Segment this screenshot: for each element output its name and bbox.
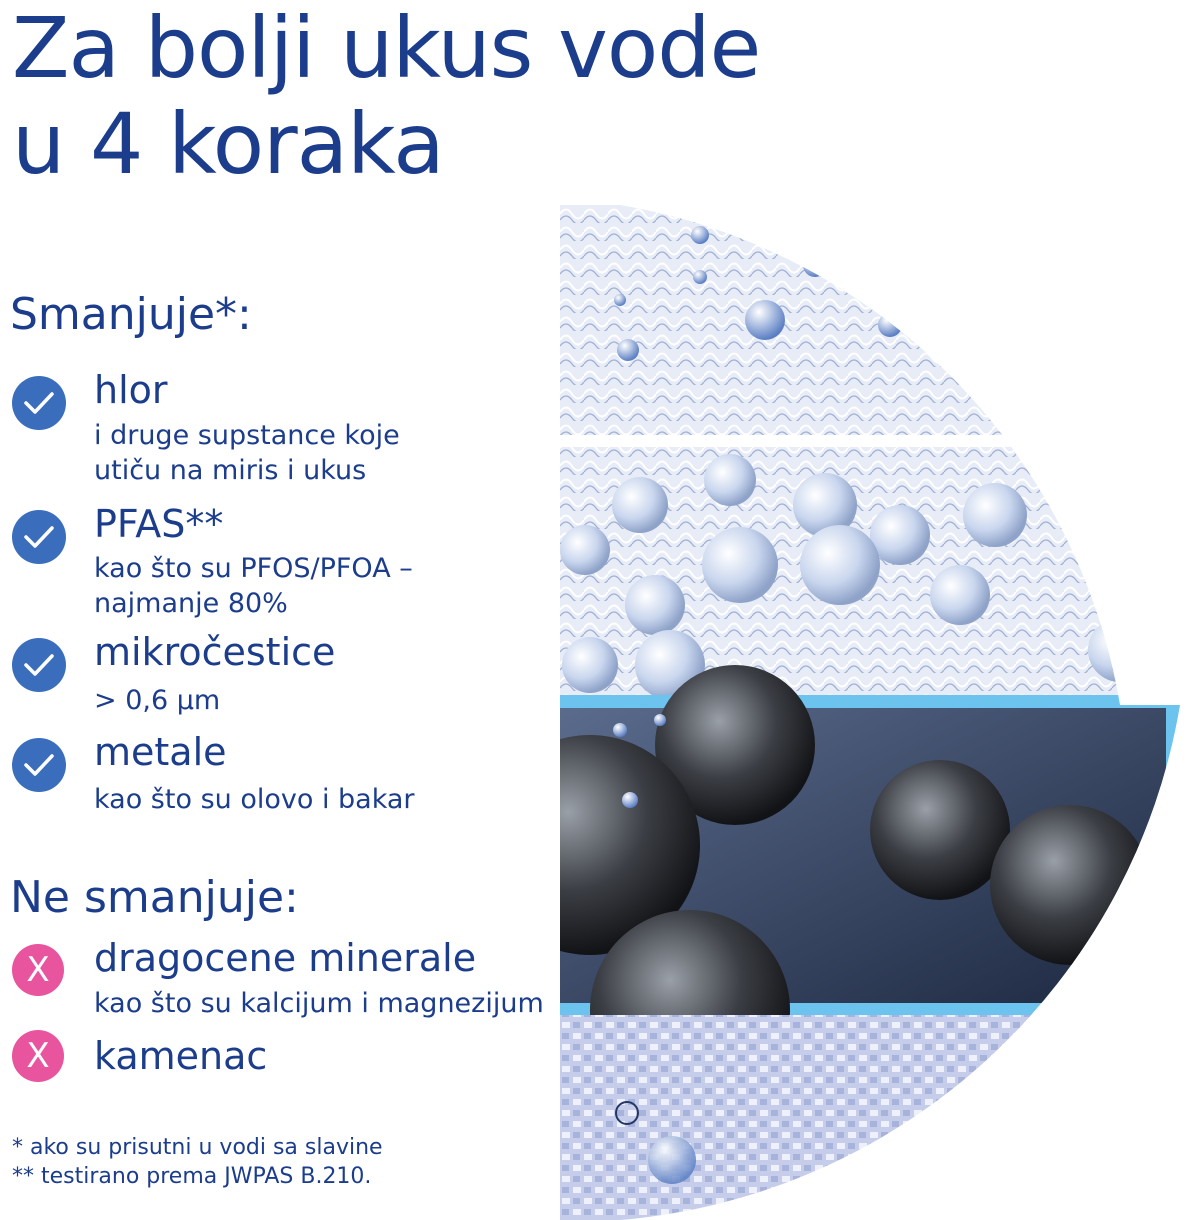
layer-ion-exchange-beads <box>560 447 1200 700</box>
check-icon <box>12 376 66 430</box>
page-title <box>12 0 760 192</box>
item-desc: kao što su olovo i bakar <box>94 784 415 815</box>
item-desc: kao što su PFOS/PFOA – <box>94 553 413 584</box>
filter-illustration-svg <box>560 205 1200 1220</box>
cross-icon: X <box>12 1030 64 1082</box>
layer-mesh <box>560 1015 1200 1220</box>
title-line-1: Za bolji ukus vode <box>12 0 761 97</box>
check-icon <box>12 738 66 792</box>
not-reduces-heading: Ne smanjuje: <box>10 872 299 923</box>
cross-icon: X <box>12 944 64 996</box>
footnotes <box>12 1133 383 1191</box>
layer-fiber-drops <box>560 205 1200 435</box>
item-desc: i druge supstance koje <box>94 420 400 451</box>
check-icon <box>12 510 66 564</box>
item-title: dragocene minerale <box>94 936 477 980</box>
check-icon <box>12 638 66 692</box>
title-line-2: u 4 koraka <box>12 95 444 193</box>
item-title: PFAS** <box>94 502 224 546</box>
item-title: mikročestice <box>94 630 336 674</box>
item-title: kamenac <box>94 1034 268 1078</box>
item-desc: najmanje 80% <box>94 588 288 619</box>
item-desc: utiču na miris i ukus <box>94 455 367 486</box>
reduces-heading: Smanjuje*: <box>10 289 252 340</box>
item-desc: > 0,6 µm <box>94 685 221 716</box>
item-desc: kao što su kalcijum i magnezijum <box>94 988 544 1019</box>
footnote-2: ** testirano prema JWPAS B.210. <box>12 1164 372 1189</box>
footnote-1: * ako su prisutni u vodi sa slavine <box>12 1135 383 1160</box>
filter-layers-illustration <box>560 205 1200 1220</box>
item-title: metale <box>94 730 227 774</box>
item-title: hlor <box>94 368 168 412</box>
